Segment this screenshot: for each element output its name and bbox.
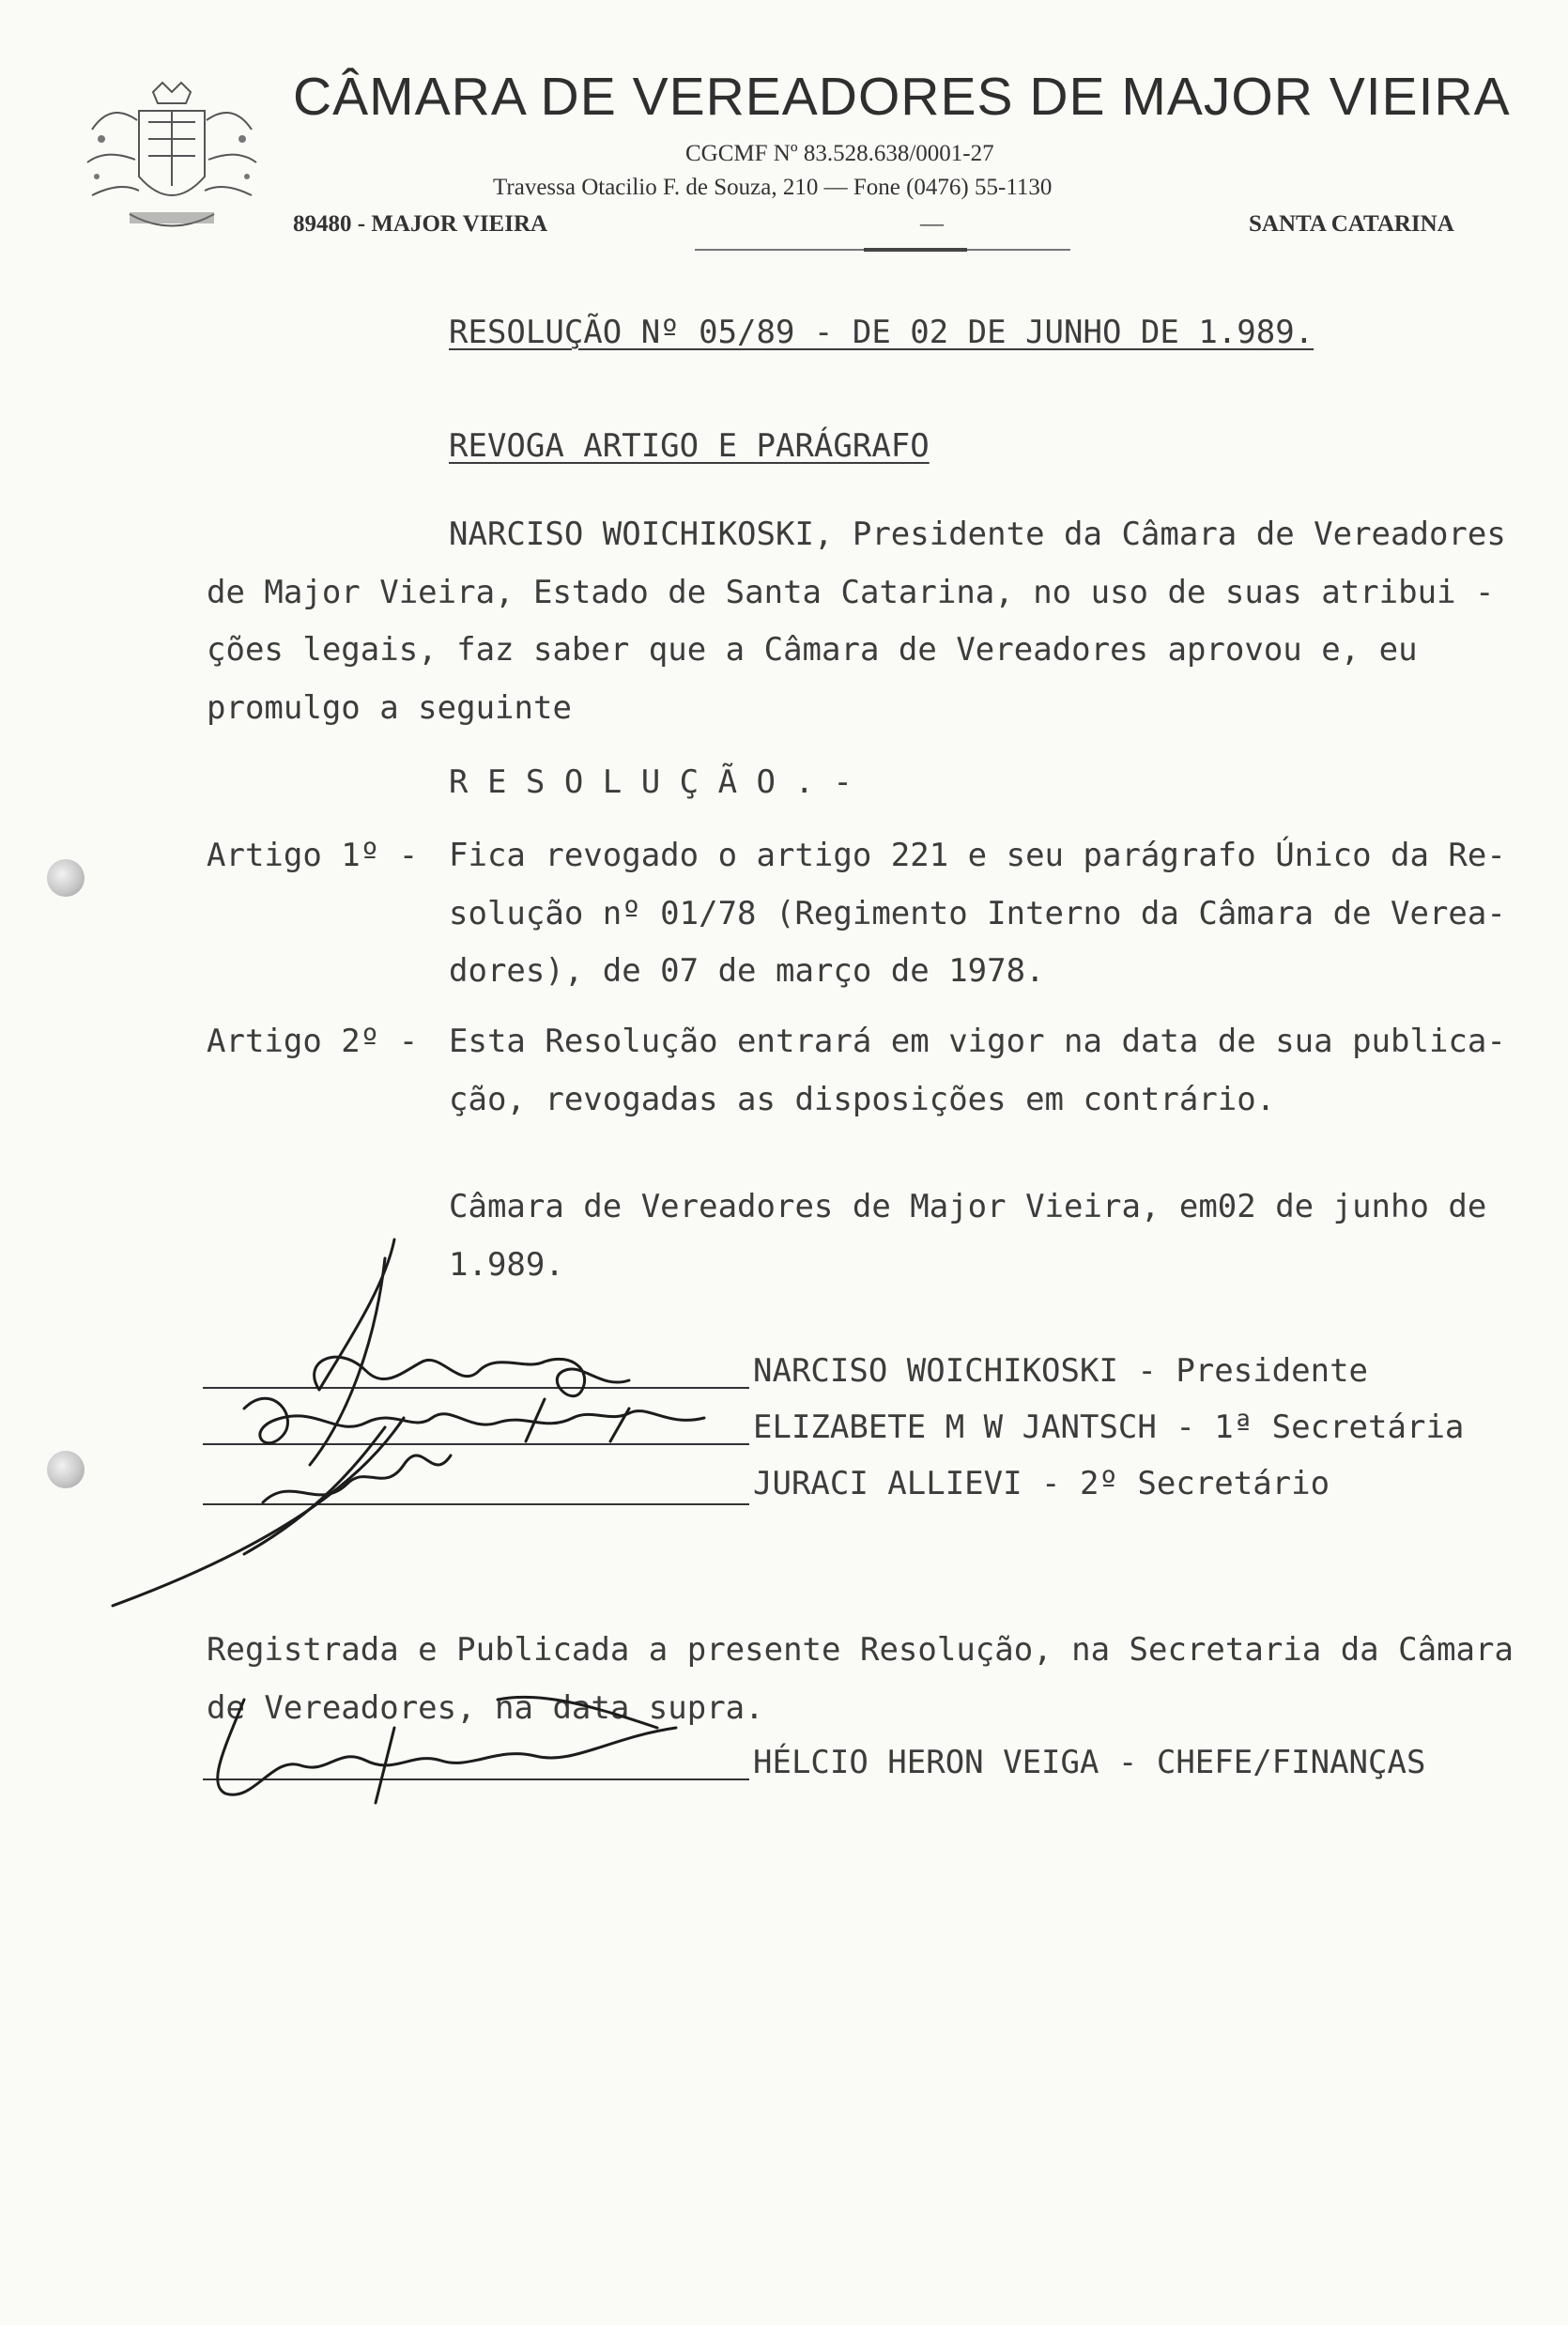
article-2-line: Esta Resolução entrará em vigor na data de sua publica- [449, 1023, 1506, 1060]
article-2-line: ção, revogadas as disposições em contrário. [449, 1081, 1276, 1118]
finance-signature-icon [188, 1671, 770, 1831]
resolution-word: R E S O L U Ç Ã O . - [449, 763, 853, 801]
second-secretary-signature-icon [103, 1230, 761, 1624]
header-state: SANTA CATARINA [1249, 211, 1454, 237]
header-dash: — [920, 211, 944, 237]
intro-line: de Major Vieira, Estado de Santa Catarina, no uso de suas atribui - [207, 574, 1495, 611]
article-1-label: Artigo 1º - [207, 837, 419, 874]
article-1-line: dores), de 07 de março de 1978. [449, 952, 1045, 990]
registration-line: Registrada e Publicada a presente Resolução, na Secretaria da Câmara [207, 1631, 1514, 1669]
article-2-label: Artigo 2º - [207, 1023, 419, 1060]
punch-hole [47, 1451, 85, 1488]
signatory-finance: HÉLCIO HERON VEIGA - CHEFE/FINANÇAS [753, 1744, 1426, 1781]
intro-line: promulgo a seguinte [207, 689, 572, 727]
closing-line: 1.989. [449, 1246, 564, 1284]
header-city: 89480 - MAJOR VIEIRA [293, 211, 548, 237]
intro-line: NARCISO WOICHIKOSKI, Presidente da Câmara de Vereadores [449, 516, 1506, 553]
header-cgc: CGCMF Nº 83.528.638/0001-27 [685, 141, 994, 166]
header-title: CÂMARA DE VEREADORES DE MAJOR VIEIRA [293, 67, 1511, 127]
registration-line: de Vereadores, na data supra. [207, 1689, 764, 1727]
municipal-coat-of-arms-icon [73, 73, 270, 252]
signatory-second-secretary: JURACI ALLIEVI - 2º Secretário [753, 1465, 1330, 1502]
resolution-heading: RESOLUÇÃO Nº 05/89 - DE 02 DE JUNHO DE 1.989. [449, 314, 1314, 351]
header-rule-accent [864, 248, 967, 252]
intro-line: ções legais, faz saber que a Câmara de Vereadores aprovou e, eu [207, 631, 1418, 669]
signatory-president: NARCISO WOICHIKOSKI - Presidente [753, 1352, 1369, 1390]
signatory-first-secretary: ELIZABETE M W JANTSCH - 1ª Secretária [753, 1409, 1465, 1446]
closing-line: Câmara de Vereadores de Major Vieira, em02 de junho de [449, 1188, 1487, 1225]
resolution-subject: REVOGA ARTIGO E PARÁGRAFO [449, 427, 930, 465]
article-1-line: Fica revogado o artigo 221 e seu parágrafo Único da Re- [449, 837, 1506, 874]
header-address: Travessa Otacilio F. de Souza, 210 — Fone (0476) 55-1130 [493, 175, 1053, 200]
article-1-line: solução nº 01/78 (Regimento Interno da Câmara de Verea- [449, 895, 1506, 932]
punch-hole [47, 859, 85, 897]
